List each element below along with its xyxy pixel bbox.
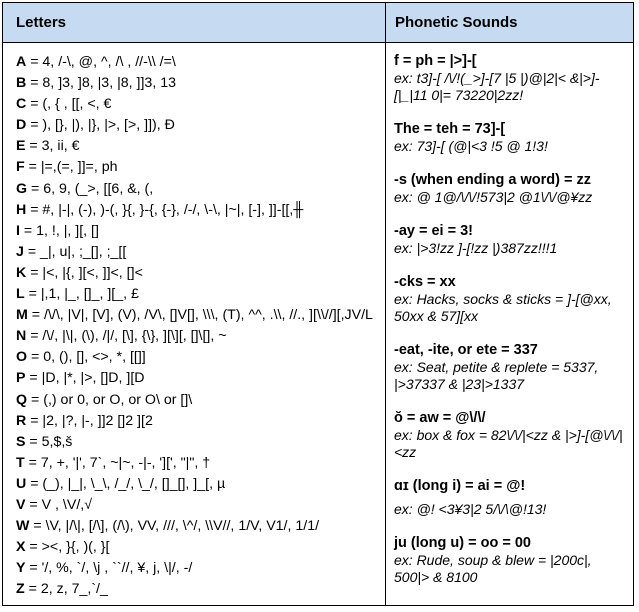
letter-substitutes: = |D, |*, |>, []D, ][D bbox=[25, 370, 145, 387]
letter-substitutes: = '/, %, `/, \j , ``//, ¥, j, \|/, -/ bbox=[25, 560, 193, 577]
sound-block bbox=[394, 478, 630, 518]
letter-substitutes: = V , \V/,√ bbox=[25, 496, 93, 513]
sound-title: ŏ = aw = @\/\/ bbox=[394, 410, 486, 426]
header-phonetic-sounds: Phonetic Sounds bbox=[395, 14, 518, 31]
letter-row bbox=[16, 368, 381, 389]
letter-substitutes: = ><, }{, )(, }[ bbox=[25, 539, 110, 556]
letter-row bbox=[16, 558, 381, 579]
letter-key: U bbox=[16, 475, 27, 492]
letter-row bbox=[16, 284, 381, 305]
letter-row bbox=[16, 390, 381, 411]
letter-substitutes: = |<, |{, ][<, ]]<, []< bbox=[26, 264, 143, 281]
letter-row bbox=[16, 73, 381, 94]
sound-title: -eat, -ite, or ete = 337 bbox=[394, 342, 538, 358]
letter-key: P bbox=[16, 370, 26, 387]
letter-row bbox=[16, 136, 381, 157]
table-header bbox=[3, 3, 633, 43]
header-letters: Letters bbox=[16, 14, 67, 31]
letter-key: I bbox=[16, 222, 20, 239]
letter-substitutes: = /\/\, |V|, [V], (V), /V\, []V[], \\\, (T), ^^, .\\, //., ][\\//][,JV/L bbox=[27, 307, 373, 324]
sound-block bbox=[394, 53, 630, 104]
letter-key: Y bbox=[16, 560, 26, 577]
letter-row bbox=[16, 495, 381, 516]
sound-block bbox=[394, 342, 630, 393]
letter-substitutes: = #, |-|, (-), )-(, }{, }-{, {-}, /-/, \-\, |~|, [-], ]]-[[,╫ bbox=[26, 201, 304, 218]
letter-key: B bbox=[16, 75, 27, 92]
letter-key: E bbox=[16, 138, 26, 155]
sound-example: ex: Hacks, socks & sticks = ]-[@xx, 50xx & 57][xx bbox=[394, 291, 612, 324]
sound-example: ex: Seat, petite & replete = 5337, |>37337 & |23|>1337 bbox=[394, 359, 599, 392]
letter-key: Q bbox=[16, 391, 28, 408]
sound-title: f = ph = |>]-[ bbox=[394, 53, 477, 69]
letter-key: O bbox=[16, 349, 28, 366]
letter-row bbox=[16, 326, 381, 347]
letter-row bbox=[16, 179, 381, 200]
column-divider bbox=[385, 3, 386, 605]
letter-substitutes: = (,) or 0, or O, or O\ or []\ bbox=[27, 391, 193, 408]
letters-column bbox=[16, 52, 381, 600]
sound-title: -ay = ei = 3! bbox=[394, 223, 473, 239]
sound-example: ex: @ 1@/\/\/!573|2 @1\/\/@¥zz bbox=[394, 189, 593, 205]
letter-row bbox=[16, 537, 381, 558]
letter-row bbox=[16, 474, 381, 495]
sound-block bbox=[394, 274, 630, 325]
letter-key: A bbox=[16, 54, 27, 70]
letter-key: T bbox=[16, 454, 25, 471]
letter-row bbox=[16, 221, 381, 242]
letter-key: J bbox=[16, 243, 24, 260]
sound-example: ex: Rude, soup & blew = |200c|, 500|> & 8100 bbox=[394, 552, 592, 585]
letter-substitutes: = |=,(=, ]]=, ph bbox=[24, 159, 118, 176]
sound-example: ex: 73]-[ (@|<3 !5 @ 1!3! bbox=[394, 138, 548, 154]
letter-row bbox=[16, 115, 381, 136]
letter-key: Z bbox=[16, 581, 25, 598]
letter-substitutes: = 6, 9, (_>, [[6, &, (, bbox=[27, 180, 154, 197]
letter-row bbox=[16, 411, 381, 432]
letter-row bbox=[16, 263, 381, 284]
letter-substitutes: = 7, +, '|', 7`, ~|~, -|-, '][', "|", † bbox=[24, 454, 211, 471]
letter-substitutes: = 5,$,š bbox=[25, 433, 73, 450]
letter-row bbox=[16, 347, 381, 368]
letter-row bbox=[16, 52, 381, 73]
letter-substitutes: = 0, (), [], <>, *, [[]] bbox=[27, 349, 146, 366]
sound-block bbox=[394, 223, 630, 257]
letter-key: W bbox=[16, 518, 30, 535]
letter-substitutes: = _|, u|, ;_[], ;_[[ bbox=[23, 243, 127, 260]
letter-substitutes: = ), [}, |), |}, |>, [>, ]]), Ð bbox=[26, 117, 175, 134]
letter-key: R bbox=[16, 412, 27, 429]
letter-substitutes: = /\/, |\|, (\), /|/, [\], {\}, ][\][, []\[], ~ bbox=[26, 328, 227, 345]
sound-block bbox=[394, 410, 630, 461]
sound-block bbox=[394, 121, 630, 155]
letter-key: V bbox=[16, 496, 26, 513]
letter-row bbox=[16, 516, 381, 537]
letter-key: C bbox=[16, 96, 27, 113]
letter-key: K bbox=[16, 264, 27, 281]
letter-substitutes: = 3, ii, € bbox=[25, 138, 80, 155]
letter-substitutes: = |,1, |_, []_, ][_, £ bbox=[24, 286, 139, 303]
letter-row bbox=[16, 200, 381, 221]
letter-key: N bbox=[16, 328, 27, 345]
letter-row bbox=[16, 453, 381, 474]
letter-key: D bbox=[16, 117, 27, 134]
sound-title: -cks = xx bbox=[394, 274, 456, 290]
letter-row bbox=[16, 94, 381, 115]
letter-key: S bbox=[16, 433, 26, 450]
letter-substitutes: = \V, |/\|, [/\], (/\), VV, ///, \^/, \\V//, 1/V, V1/, 1/1/ bbox=[29, 518, 320, 535]
letter-key: G bbox=[16, 180, 28, 197]
sound-block bbox=[394, 172, 630, 206]
letter-substitutes: = 2, z, 7_,`/_ bbox=[24, 581, 108, 598]
sound-title: -s (when ending a word) = zz bbox=[394, 172, 591, 188]
letter-row bbox=[16, 305, 381, 326]
letter-substitutes: = (_), |_|, \_\, /_/, \_/, []_[], ]_[, µ bbox=[26, 475, 226, 492]
letter-key: L bbox=[16, 286, 25, 303]
letter-substitutes: = (, { , [[, <, € bbox=[26, 96, 112, 113]
sound-example: ex: |>3!zz ]-[!zz |)387zz!!!1 bbox=[394, 240, 558, 256]
sound-example: ex: @! <3¥3|2 5/\/\@!13! bbox=[394, 501, 547, 517]
letter-row bbox=[16, 242, 381, 263]
letter-row bbox=[16, 157, 381, 178]
letter-key: F bbox=[16, 159, 25, 176]
sound-example: ex: box & fox = 82\/\/|<zz & |>]-[@\/\/|<zz bbox=[394, 427, 623, 460]
phonetic-sounds-column bbox=[394, 53, 630, 586]
sound-title: ɑɪ (long i) = ai = @! bbox=[394, 478, 526, 494]
letter-substitutes: = |2, |?, |-, ]]2 []2 ][2 bbox=[26, 412, 153, 429]
letter-substitutes: = 4, /-\, @, ^, /\ , //-\\ /=\ bbox=[26, 54, 176, 70]
sound-block bbox=[394, 535, 630, 586]
sound-example: ex: t3]-[ /\/!(_>]-[7 |5 |)@|2|< &|>]-[|_|11 0|= 73220|2zz! bbox=[394, 70, 600, 103]
leet-table bbox=[2, 2, 634, 606]
letter-key: M bbox=[16, 307, 28, 324]
letter-row bbox=[16, 432, 381, 453]
letter-key: H bbox=[16, 201, 27, 218]
sound-title: The = teh = 73]-[ bbox=[394, 121, 506, 137]
letter-substitutes: = 8, ]3, ]8, |3, |8, ]]3, 13 bbox=[26, 75, 176, 92]
letter-substitutes: = 1, !, |, ][, [] bbox=[19, 222, 99, 239]
sound-title: ju (long u) = oo = 00 bbox=[394, 535, 531, 551]
letter-row bbox=[16, 579, 381, 600]
letter-key: X bbox=[16, 539, 26, 556]
